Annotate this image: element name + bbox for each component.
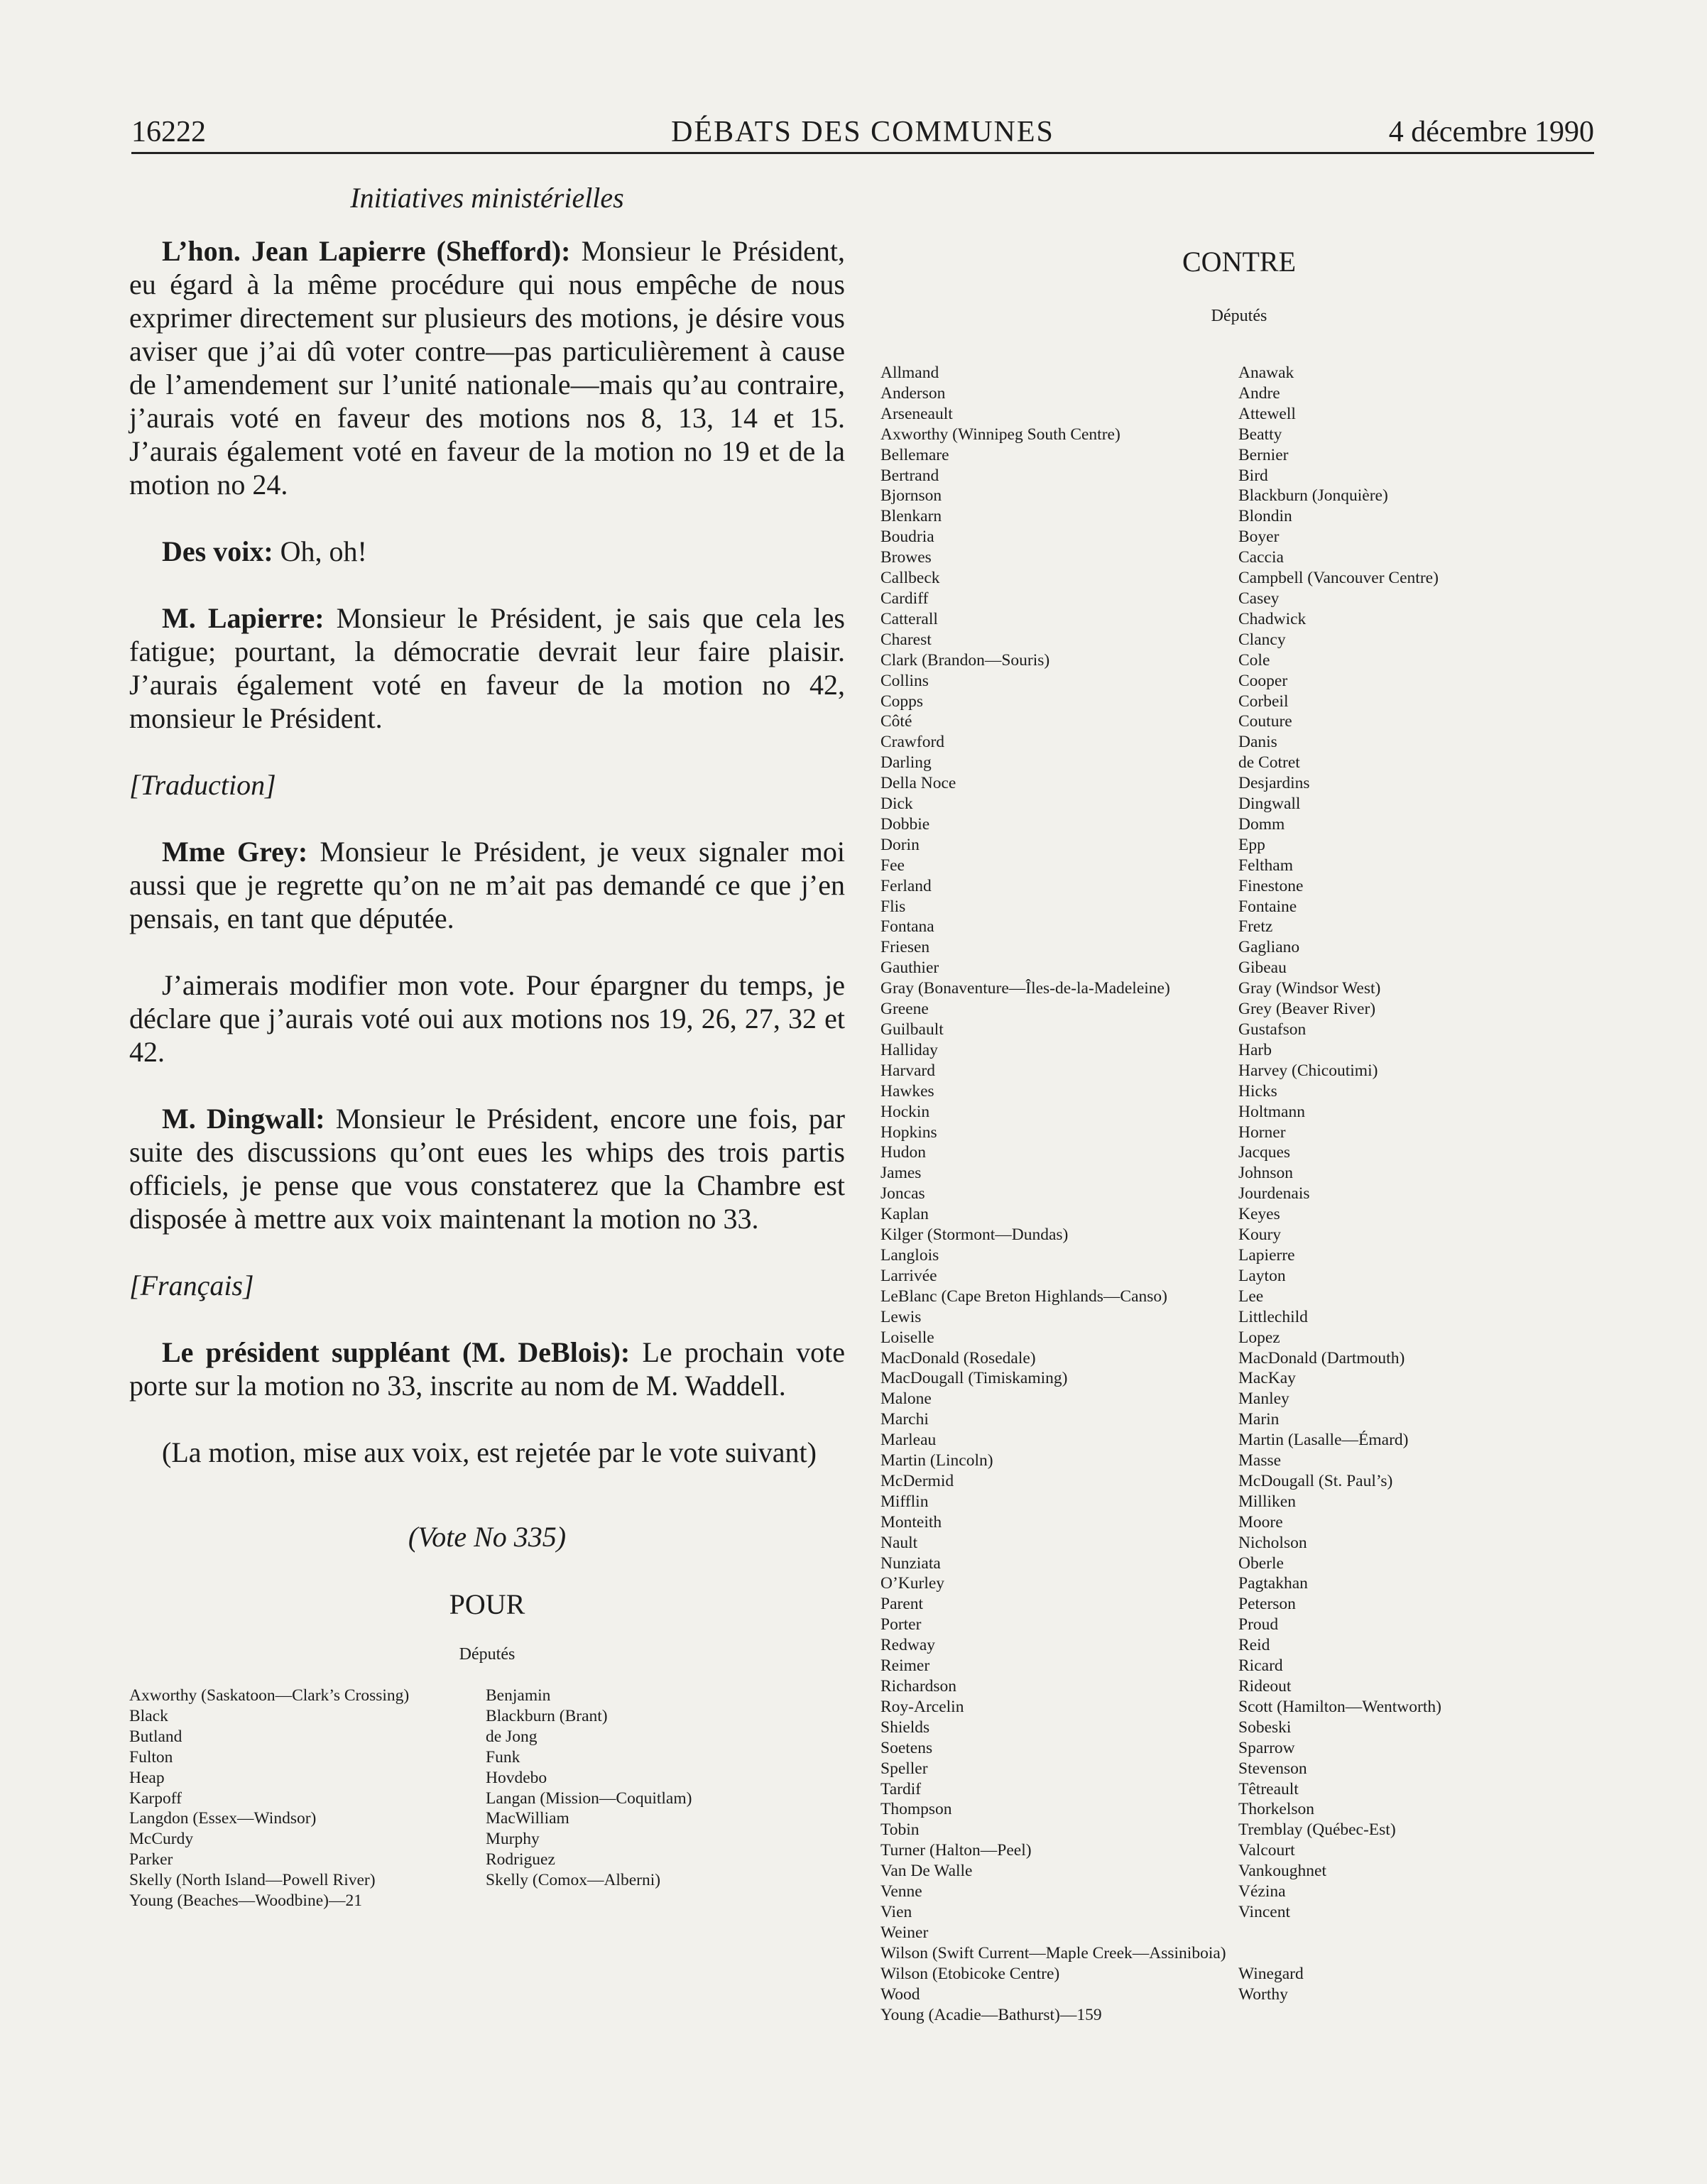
list-item: Danis — [1238, 733, 1277, 752]
list-item: McCurdy — [129, 1830, 194, 1849]
list-item: Beatty — [1238, 425, 1282, 444]
list-item: Murphy — [486, 1830, 540, 1849]
list-item: Tardif — [880, 1779, 922, 1798]
list-item: Jacques — [1238, 1143, 1291, 1162]
list-item: de Cotret — [1238, 753, 1300, 772]
pour-subheading: Députés — [459, 1645, 516, 1664]
list-item: Finestone — [1238, 876, 1304, 895]
list-item: Callbeck — [880, 569, 940, 588]
list-item: Kilger (Stormont—Dundas) — [880, 1225, 1069, 1245]
list-item: Fretz — [1238, 917, 1273, 937]
list-item: Martin (Lincoln) — [880, 1451, 993, 1470]
paragraph-grey-vote: J’aimerais modifier mon vote. Pour épargner du temps, je déclare que j’aurais voté oui aux motions nos 19, 26, 27, 32 et 42. — [129, 969, 845, 1068]
vote-number: (Vote No 335) — [408, 1521, 567, 1553]
list-item: Harb — [1238, 1040, 1272, 1059]
list-item: Attewell — [1238, 404, 1296, 423]
list-item: Vézina — [1238, 1882, 1286, 1901]
speaker: M. Lapierre: — [162, 602, 325, 634]
speaker: L’hon. Jean Lapierre (Shefford): — [162, 235, 571, 267]
list-item: Gagliano — [1238, 938, 1300, 957]
list-item: Tremblay (Québec-Est) — [1238, 1820, 1396, 1840]
list-item: Darling — [880, 753, 932, 772]
section-title: Initiatives ministérielles — [350, 182, 624, 214]
list-item: Arseneault — [880, 404, 953, 423]
list-item: Flis — [880, 897, 906, 916]
list-item: Littlechild — [1238, 1307, 1308, 1326]
list-item: Feltham — [1238, 856, 1294, 875]
list-item: Anderson — [880, 383, 946, 403]
list-item: Turner (Halton—Peel) — [880, 1841, 1032, 1860]
speaker: Le président suppléant (M. DeBlois): — [162, 1336, 631, 1368]
contre-subheading: Députés — [1211, 307, 1267, 325]
paragraph-des-voix: Des voix: Oh, oh! — [162, 535, 367, 567]
list-item: Vien — [880, 1902, 912, 1921]
list-item: Koury — [1238, 1225, 1282, 1245]
list-item: LeBlanc (Cape Breton Highlands—Canso) — [880, 1287, 1167, 1306]
list-row — [880, 1984, 1598, 2005]
paragraph-dingwall: M. Dingwall: Monsieur le Président, encore une fois, par suite des discussions qu’ont eues les whips des trois partis officiels, je pense que vous constaterez que la Chambre est disposée à mettre aux voix maintenant la motion no 33. — [129, 1103, 845, 1235]
list-item: Gibeau — [1238, 959, 1287, 978]
list-row — [880, 1964, 1598, 1984]
list-item: Chadwick — [1238, 609, 1307, 628]
list-item: Martin (Lasalle—Émard) — [1238, 1431, 1409, 1450]
page-number: 16222 — [131, 116, 206, 148]
publication-title: DÉBATS DES COMMUNES — [671, 116, 1054, 148]
list-item: Casey — [1238, 589, 1280, 608]
list-item: McDougall (St. Paul’s) — [1238, 1471, 1393, 1490]
list-item: Harvey (Chicoutimi) — [1238, 1061, 1378, 1080]
list-item: Côté — [880, 712, 912, 731]
list-item: Joncas — [880, 1184, 925, 1203]
list-item: Collins — [880, 671, 929, 690]
list-item: Benjamin — [486, 1686, 551, 1705]
list-item: Epp — [1238, 835, 1265, 854]
list-item: Della Noce — [880, 774, 956, 793]
list-item: Dick — [880, 795, 913, 814]
list-item: Johnson — [1238, 1164, 1294, 1183]
list-item: Blenkarn — [880, 507, 942, 526]
contre-list — [880, 363, 1598, 1943]
list-item: Wilson (Etobicoke Centre) — [880, 1964, 1060, 1983]
list-item: MacDougall (Timiskaming) — [880, 1369, 1068, 1388]
list-item: Hopkins — [880, 1123, 937, 1142]
list-item: Reid — [1238, 1636, 1270, 1655]
list-item: Karpoff — [129, 1789, 182, 1808]
pour-column-1 — [129, 1686, 486, 1911]
list-item: Langdon (Essex—Windsor) — [129, 1809, 317, 1828]
list-item: Allmand — [880, 364, 939, 382]
list-item: Moore — [1238, 1512, 1283, 1531]
list-item: Masse — [1238, 1451, 1282, 1470]
list-item: Butland — [129, 1727, 182, 1746]
list-item: Cardiff — [880, 589, 929, 608]
list-item: Clark (Brandon—Souris) — [880, 650, 1050, 670]
list-item: Catterall — [880, 609, 938, 628]
list-item: Speller — [880, 1759, 928, 1778]
list-item: Sparrow — [1238, 1738, 1295, 1757]
list-item: Soetens — [880, 1738, 933, 1757]
list-item: Nicholson — [1238, 1533, 1307, 1552]
contre-column-2 — [1238, 363, 1441, 1943]
list-item: Domm — [1238, 814, 1285, 834]
list-item: Cole — [1238, 650, 1270, 670]
list-item: Heap — [129, 1768, 165, 1787]
list-item: Jourdenais — [1238, 1184, 1310, 1203]
paragraph-lapierre: L’hon. Jean Lapierre (Shefford): Monsieur le Président, eu égard à la même procédure qui nous empêche de nous exprimer directement sur plusieurs des motions, je désire vous aviser que j’ai dû voter contre—pas particulièrement à cause de l’amendement sur l’unité nationale—mais qu’au contraire, j’aurais voté en faveur des motions nos 8, 13, 14 et 15. J’aurais également voté en faveur de la motion no 19 et de la motion no 24. — [129, 235, 845, 501]
list-item: Van De Walle — [880, 1862, 973, 1881]
list-item: Fulton — [129, 1747, 173, 1767]
list-item: Winegard — [1238, 1964, 1304, 1983]
list-item: Nault — [880, 1533, 918, 1552]
list-item: MacDonald (Rosedale) — [880, 1348, 1036, 1367]
right-column — [880, 245, 1598, 2025]
list-item: Weiner — [880, 1923, 929, 1942]
list-item: Milliken — [1238, 1492, 1296, 1511]
list-item: Vincent — [1238, 1902, 1290, 1921]
list-item: Guilbault — [880, 1020, 944, 1039]
list-item: Hudon — [880, 1143, 926, 1162]
list-item: Friesen — [880, 938, 930, 957]
list-item: McDermid — [880, 1471, 954, 1490]
list-item: Skelly (North Island—Powell River) — [129, 1871, 376, 1890]
list-item: Hawkes — [880, 1081, 934, 1101]
list-item: Grey (Beaver River) — [1238, 1000, 1376, 1019]
left-column — [129, 181, 845, 1911]
list-item: Blackburn (Jonquière) — [1238, 486, 1388, 506]
paragraph-grey: Mme Grey: Monsieur le Président, je veux signaler moi aussi que je regrette qu’on ne m’ait pas demandé ce que j’en pensais, en tant que députée. — [129, 836, 846, 934]
list-item: Vankoughnet — [1238, 1862, 1327, 1881]
list-item: Keyes — [1238, 1205, 1280, 1224]
list-item: Thompson — [880, 1800, 952, 1819]
list-item: Corbeil — [1238, 692, 1289, 711]
list-item: Andre — [1238, 383, 1280, 403]
list-item: Venne — [880, 1882, 922, 1901]
paragraph-deblois: Le président suppléant (M. DeBlois): Le prochain vote porte sur la motion no 33, inscrite au nom de M. Waddell. — [129, 1336, 846, 1402]
list-item: Larrivée — [880, 1266, 937, 1285]
list-item: Rideout — [1238, 1677, 1292, 1696]
list-item: Harvard — [880, 1061, 935, 1080]
list-item: Shields — [880, 1718, 930, 1737]
list-item: Kaplan — [880, 1205, 929, 1224]
list-item: Fontana — [880, 917, 934, 937]
list-item: Gauthier — [880, 959, 939, 978]
list-item: Gray (Windsor West) — [1238, 979, 1381, 998]
list-item: Ferland — [880, 876, 932, 895]
list-item: Worthy — [1238, 1984, 1288, 2004]
list-item: Wilson (Swift Current—Maple Creek—Assiniboia) — [880, 1943, 1226, 1962]
list-item: Holtmann — [1238, 1102, 1305, 1121]
list-item: Funk — [486, 1747, 520, 1767]
list-item: Porter — [880, 1615, 922, 1634]
list-item: Thorkelson — [1238, 1800, 1315, 1819]
list-item: Fee — [880, 856, 905, 875]
list-item: Loiselle — [880, 1328, 934, 1347]
list-item: O’Kurley — [880, 1574, 945, 1593]
speaker: M. Dingwall: — [162, 1103, 325, 1135]
list-item: Young (Beaches—Woodbine)—21 — [129, 1891, 362, 1911]
list-item: James — [880, 1164, 922, 1183]
list-item: Marin — [1238, 1410, 1280, 1429]
contre-heading: CONTRE — [1182, 246, 1296, 278]
list-item: Lapierre — [1238, 1245, 1295, 1265]
list-item: Browes — [880, 548, 932, 567]
list-item: Marleau — [880, 1431, 937, 1450]
list-item: Langlois — [880, 1245, 939, 1265]
list-item: Axworthy (Winnipeg South Centre) — [880, 425, 1120, 444]
list-item: Bellemare — [880, 445, 949, 464]
list-item: Lee — [1238, 1287, 1264, 1306]
publication-date: 4 décembre 1990 — [1388, 116, 1594, 148]
list-item: Tobin — [880, 1820, 920, 1840]
list-item: Proud — [1238, 1615, 1279, 1634]
pour-list — [129, 1686, 845, 1911]
list-item: Manley — [1238, 1389, 1289, 1409]
list-item: Young (Acadie—Bathurst)—159 — [880, 2005, 1102, 2024]
list-item: Lopez — [1238, 1328, 1280, 1347]
list-item: Parent — [880, 1595, 924, 1614]
list-item: Mifflin — [880, 1492, 929, 1511]
list-item: Desjardins — [1238, 774, 1310, 793]
list-item: Cooper — [1238, 671, 1288, 690]
list-item: Fontaine — [1238, 897, 1297, 916]
list-item: Caccia — [1238, 548, 1284, 567]
list-item: MacWilliam — [486, 1809, 569, 1828]
list-item: Blackburn (Brant) — [486, 1706, 608, 1725]
list-item: Charest — [880, 630, 932, 649]
list-item: Crawford — [880, 733, 945, 752]
list-item: Lewis — [880, 1307, 922, 1326]
list-item: Hovdebo — [486, 1768, 547, 1787]
list-item: Marchi — [880, 1410, 929, 1429]
list-item: Têtreault — [1238, 1779, 1299, 1798]
list-item: Langan (Mission—Coquitlam) — [486, 1789, 692, 1808]
list-item: Sobeski — [1238, 1718, 1292, 1737]
list-item: Ricard — [1238, 1656, 1283, 1676]
list-item: Gustafson — [1238, 1020, 1307, 1039]
list-item: Horner — [1238, 1123, 1286, 1142]
list-item: Skelly (Comox—Alberni) — [486, 1871, 661, 1890]
list-item: Reimer — [880, 1656, 930, 1676]
list-item: Rodriguez — [486, 1850, 555, 1869]
list-item: Clancy — [1238, 630, 1286, 649]
list-item: Hicks — [1238, 1081, 1277, 1101]
list-item: Gray (Bonaventure—Îles-de-la-Madeleine) — [880, 979, 1170, 998]
list-item: Boyer — [1238, 528, 1280, 547]
list-item: Blondin — [1238, 507, 1292, 526]
list-item: Bird — [1238, 466, 1268, 485]
list-item: Pagtakhan — [1238, 1574, 1308, 1593]
speaker: Des voix: — [162, 535, 273, 567]
paragraph-m-lapierre: M. Lapierre: Monsieur le Président, je sais que cela les fatigue; pourtant, la démocratie devrait leur faire plaisir. J’aurais également voté en faveur de la motion no 42, monsieur le Président. — [129, 602, 846, 734]
list-item: Malone — [880, 1389, 932, 1409]
list-item: de Jong — [486, 1727, 538, 1746]
list-item: Bjornson — [880, 486, 942, 506]
list-item: Monteith — [880, 1512, 942, 1531]
list-item: Layton — [1238, 1266, 1286, 1285]
list-item: MacKay — [1238, 1369, 1296, 1388]
list-item: Bertrand — [880, 466, 939, 485]
list-item: Campbell (Vancouver Centre) — [1238, 569, 1439, 588]
pour-column-2 — [486, 1686, 692, 1911]
list-item: Hockin — [880, 1102, 930, 1121]
list-item: Parker — [129, 1850, 173, 1869]
list-item: Copps — [880, 692, 924, 711]
list-item: Dingwall — [1238, 795, 1301, 814]
list-item: Dobbie — [880, 814, 930, 834]
list-item: Stevenson — [1238, 1759, 1307, 1778]
list-item: Redway — [880, 1636, 936, 1655]
list-item: Oberle — [1238, 1554, 1284, 1573]
list-item: Halliday — [880, 1040, 938, 1059]
list-item: Nunziata — [880, 1554, 941, 1573]
list-item: Roy-Arcelin — [880, 1697, 964, 1716]
list-item: Bernier — [1238, 445, 1289, 464]
list-item: Anawak — [1238, 364, 1294, 382]
list-item: Black — [129, 1706, 168, 1725]
list-item: Boudria — [880, 528, 934, 547]
page-header — [131, 112, 1594, 154]
contre-column-1 — [880, 363, 1238, 1943]
list-item: Axworthy (Saskatoon—Clark’s Crossing) — [129, 1686, 410, 1705]
speaker: Mme Grey: — [162, 836, 308, 868]
language-tag-traduction: [Traduction] — [129, 769, 276, 801]
list-item: Dorin — [880, 835, 920, 854]
list-item: Greene — [880, 1000, 929, 1019]
paragraph-motion-result: (La motion, mise aux voix, est rejetée par le vote suivant) — [162, 1436, 817, 1468]
list-item: Scott (Hamilton—Wentworth) — [1238, 1697, 1441, 1716]
pour-heading: POUR — [449, 1588, 525, 1620]
list-item: Richardson — [880, 1677, 957, 1696]
list-item: Valcourt — [1238, 1841, 1295, 1860]
list-item: Peterson — [1238, 1595, 1296, 1614]
list-item: Wood — [880, 1984, 920, 2004]
language-tag-francais: [Français] — [129, 1270, 254, 1301]
list-item: MacDonald (Dartmouth) — [1238, 1348, 1405, 1367]
list-item: Couture — [1238, 712, 1292, 731]
